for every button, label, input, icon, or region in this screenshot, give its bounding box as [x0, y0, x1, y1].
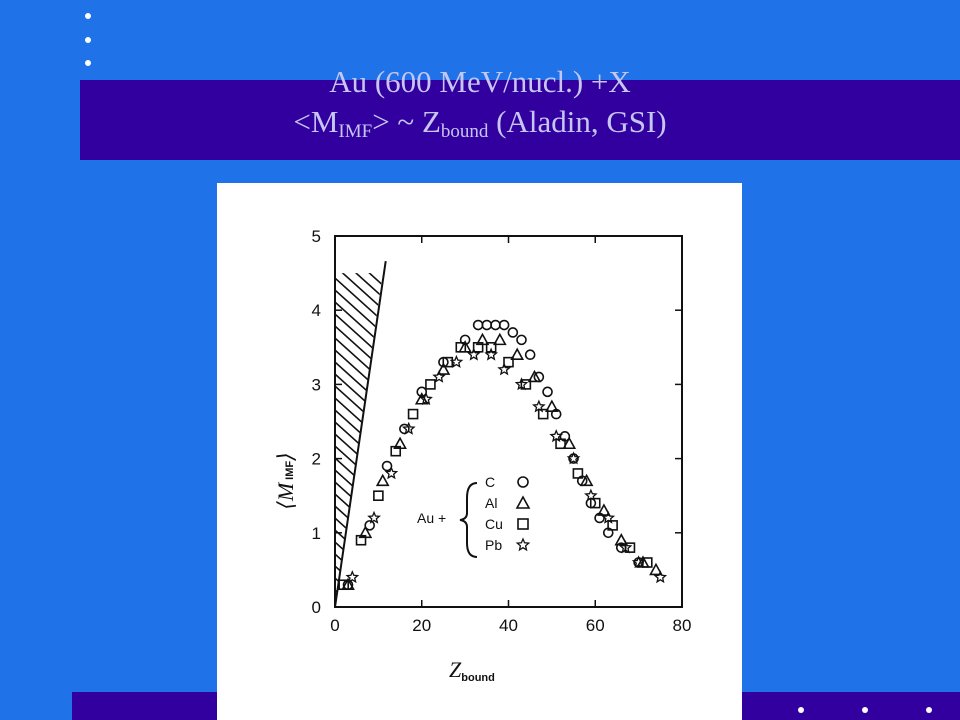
chart-figure [217, 183, 742, 720]
marker-square [426, 380, 435, 389]
marker-square [409, 410, 418, 419]
x-tick-label: 0 [330, 616, 340, 635]
y-axis-symbol: M [273, 482, 298, 502]
legend-label: Cu [485, 516, 503, 532]
x-axis-symbol: Z [449, 657, 462, 682]
marker-star [655, 572, 665, 582]
decor-dot [926, 707, 932, 713]
hatch-line [325, 677, 403, 720]
x-axis-subscript: bound [461, 672, 495, 684]
hatch-line [325, 653, 403, 720]
title-frag: <M [293, 104, 339, 139]
marker-circle [482, 321, 491, 330]
marker-square [374, 491, 383, 500]
marker-circle [500, 321, 509, 330]
y-axis-title [273, 452, 298, 509]
y-tick-label: 0 [311, 598, 321, 617]
legend-label: Pb [485, 537, 503, 553]
marker-circle [508, 328, 517, 337]
y-axis-title-group [273, 452, 298, 509]
marker-star [499, 364, 510, 374]
legend-brace [460, 483, 477, 557]
data-points [339, 321, 665, 590]
title-line-1: Au (600 MeV/nucl.) +X [329, 64, 631, 99]
hatch-line [325, 641, 403, 711]
marker-triangle [377, 475, 388, 485]
marker-circle [526, 350, 535, 359]
x-axis-title [449, 657, 495, 684]
marker-circle [543, 387, 552, 396]
title-sub-bound: bound [440, 121, 489, 142]
y-axis-bracket-close: ⟩ [273, 452, 298, 461]
scatter-chart [217, 183, 742, 720]
marker-circle [474, 321, 483, 330]
title-sub-imf: IMF [338, 121, 373, 142]
y-axis-bracket-open: ⟨ [273, 501, 298, 510]
marker-circle [517, 335, 526, 344]
hatch-line [325, 629, 403, 699]
x-tick-label: 60 [585, 616, 605, 635]
title-frag: (Aladin, GSI) [488, 104, 667, 139]
title-frag: > ~ Z [372, 104, 441, 139]
marker-triangle [517, 497, 529, 508]
y-tick-label: 4 [311, 301, 321, 321]
axis-ticks [312, 227, 692, 635]
hatch-line [325, 689, 403, 720]
decor-dot [85, 37, 91, 43]
x-tick-label: 20 [412, 616, 432, 635]
hatch-line [325, 665, 403, 720]
y-tick-label: 1 [311, 523, 321, 543]
marker-star [517, 539, 528, 550]
marker-star [486, 349, 497, 359]
slide-title [80, 62, 880, 152]
legend-label: Al [485, 495, 498, 511]
decor-dot [798, 707, 804, 713]
decor-dot [862, 707, 868, 713]
legend-label: C [485, 474, 496, 490]
marker-star [386, 468, 396, 478]
x-tick-label: 80 [672, 616, 692, 635]
marker-circle [491, 321, 500, 330]
title-line-2 [80, 102, 880, 152]
y-tick-label: 3 [311, 375, 321, 395]
marker-circle [518, 477, 528, 487]
y-axis-subscript: IMF [284, 460, 296, 480]
decor-dot [85, 13, 91, 19]
legend-projectile: Au + [417, 510, 447, 526]
y-tick-label: 5 [311, 227, 321, 246]
x-tick-label: 40 [499, 616, 518, 635]
marker-square [518, 519, 528, 529]
legend [417, 474, 529, 557]
y-tick-label: 2 [311, 449, 321, 469]
